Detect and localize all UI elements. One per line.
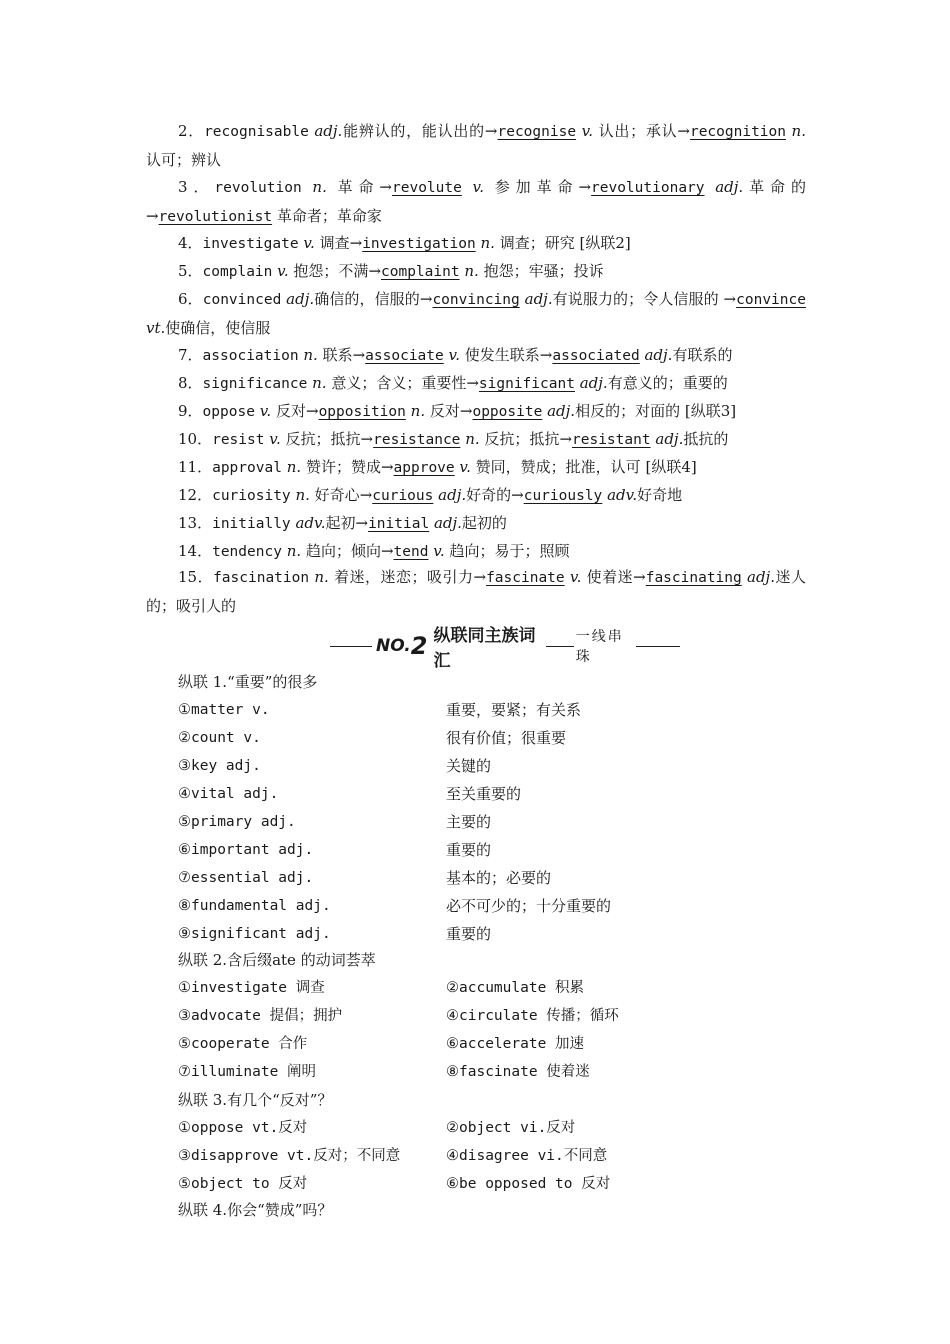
vocab-term: ④vital adj. (178, 786, 279, 802)
banner-no-label: NO. (376, 636, 411, 656)
entry-4: 4．investigate v. 调查→investigation n. 调查；研究 [纵联2] (178, 234, 631, 252)
vocab-term: ③key adj. (178, 758, 261, 774)
headword: resist (212, 432, 265, 448)
headword: convinced (202, 292, 282, 308)
meaning: 反抗；抵抗 (484, 430, 560, 448)
vocab-meaning: 关键的 (446, 757, 492, 775)
vocab-meaning: 重要的 (446, 925, 492, 943)
meaning: 趋向；易于；照顾 (449, 542, 570, 560)
headword: investigate (202, 236, 299, 252)
derived-word: opposite (472, 404, 543, 420)
headword: significance (202, 376, 308, 392)
vocab-row (178, 1170, 611, 1198)
derived-word: curious (372, 488, 434, 504)
part-of-speech: v. (433, 542, 445, 560)
meaning: 使着迷 (586, 568, 634, 586)
part-of-speech: adj. (438, 486, 467, 504)
vocab-item: ⑦illuminate 阐明 (178, 1064, 317, 1080)
part-of-speech: v. (259, 402, 272, 420)
part-of-speech: n. (410, 402, 426, 420)
derived-word: investigation (362, 236, 476, 252)
part-of-speech: n. (465, 430, 480, 448)
group-heading: 纵联 2.含后缀ate 的动词荟萃 (178, 951, 376, 969)
derived-word: curiously (523, 488, 603, 504)
derived-word: associate (365, 348, 444, 364)
vocab-row (178, 974, 585, 1002)
entry-2: 2．recognisable adj.能辨认的，能认出的→recognise v. 认出；承认→recognition n. 认可；辨认 (146, 122, 806, 169)
meaning: 认出；承认 (598, 122, 678, 140)
headword: oppose (202, 404, 255, 420)
derived-word: convince (736, 292, 806, 308)
vocab-row (178, 1002, 619, 1030)
vocab-row (178, 920, 492, 948)
part-of-speech: n. (295, 486, 310, 504)
meaning: 趋向；倾向 (305, 542, 381, 560)
entry-number: 7． (178, 346, 203, 364)
part-of-speech: v. (472, 178, 485, 196)
entry-number: 9． (178, 402, 203, 420)
vocab-row (178, 1058, 590, 1086)
meaning: 迷人的；吸引人的 (146, 568, 806, 615)
meaning: 调查 (319, 234, 350, 252)
part-of-speech: adj. (747, 568, 775, 586)
meaning: 革命者；革命家 (276, 206, 382, 225)
meaning: 参加革命 (494, 178, 579, 196)
entry-5: 5．complain v. 抱怨；不满→complaint n. 抱怨；牢骚；投诉 (178, 262, 604, 280)
part-of-speech: adj. (433, 514, 462, 532)
part-of-speech: adv. (295, 514, 326, 532)
headword: recognisable (204, 124, 309, 140)
meaning: 反抗；抵抗 (285, 430, 361, 448)
derived-word: revolutionist (158, 208, 273, 225)
cross-reference-tag: [纵联3] (684, 402, 737, 420)
vocab-term: ⑥important adj. (178, 842, 314, 858)
part-of-speech: v. (448, 346, 460, 364)
vocab-row (178, 696, 582, 724)
entry-12: 12．curiosity n. 好奇心→curious adj.好奇的→curiously adv.好奇地 (178, 486, 683, 504)
banner-rule-right (636, 646, 680, 647)
vocab-item: ⑥be opposed to 反对 (446, 1176, 611, 1192)
entry-13: 13．initially adv.起初→initial adj.起初的 (178, 514, 507, 532)
vocab-row (178, 836, 492, 864)
meaning: 相反的；对面的 (575, 402, 681, 420)
part-of-speech: n. (286, 542, 302, 560)
entry-9: 9．oppose v. 反对→opposition n. 反对→opposite adj.相反的；对面的 [纵联3] (178, 402, 737, 420)
part-of-speech: adj. (644, 346, 673, 364)
vocab-term: ⑧fundamental adj. (178, 898, 331, 914)
entry-number: 3． (178, 178, 215, 196)
part-of-speech: adj. (547, 402, 576, 420)
derived-word: revolute (392, 180, 462, 196)
vocab-item: ⑧fascinate 使着迷 (446, 1064, 590, 1080)
vocab-item: ①investigate 调查 (178, 980, 325, 996)
cross-reference-tag: [纵联2] (579, 234, 631, 252)
part-of-speech: vt. (146, 318, 166, 337)
vocab-row (178, 808, 492, 836)
derived-word: resistant (572, 432, 651, 448)
meaning: 使确信，使信服 (165, 318, 271, 337)
derived-word: opposition (318, 404, 406, 420)
entry-8: 8．significance n. 意义；含义；重要性→significant adj.有意义的；重要的 (178, 374, 728, 392)
entry-number: 4． (178, 234, 203, 252)
entry-number: 2． (178, 122, 205, 140)
headword: association (202, 348, 299, 364)
vocab-term: ①matter v. (178, 702, 270, 718)
part-of-speech: n. (480, 234, 495, 252)
part-of-speech: n. (464, 262, 479, 280)
part-of-speech: adj. (314, 122, 343, 140)
derived-word: tend (393, 544, 429, 560)
entry-number: 8． (178, 374, 203, 392)
vocab-meaning: 至关重要的 (446, 785, 522, 803)
entry-15: 15．fascination n. 着迷，迷恋；吸引力→fascinate v. 使着迷→fascinating adj.迷人的；吸引人的 (146, 568, 806, 615)
part-of-speech: adj. (286, 290, 315, 308)
entry-number: 6． (178, 290, 203, 308)
entry-number: 12． (178, 486, 213, 504)
vocab-item: ③advocate 提倡；拥护 (178, 1008, 343, 1024)
vocab-item: ③disapprove vt.反对；不同意 (178, 1148, 401, 1164)
vocab-term: ②count v. (178, 730, 261, 746)
derived-word: fascinating (645, 570, 742, 586)
vocab-item: ⑥accelerate 加速 (446, 1036, 585, 1052)
vocab-term: ⑨significant adj. (178, 926, 331, 942)
meaning: 起初 (325, 514, 356, 532)
section-banner (330, 626, 680, 671)
derived-word: complaint (381, 264, 460, 280)
derived-word: revolutionary (591, 180, 705, 196)
meaning: 赞许；赞成 (305, 458, 381, 476)
vocab-row (178, 892, 612, 920)
vocab-row (178, 1142, 608, 1170)
meaning: 使发生联系 (464, 346, 540, 364)
vocab-row (178, 780, 522, 808)
vocab-meaning: 重要，要紧；有关系 (446, 701, 582, 719)
vocab-meaning: 很有价值；很重要 (446, 729, 567, 747)
banner-rule-left (330, 646, 372, 647)
meaning: 赞同，赞成；批准，认可 (475, 458, 641, 476)
derived-word: recognition (689, 124, 786, 140)
derived-word: initial (368, 516, 430, 532)
entry-6: 6．convinced adj.确信的，信服的→convincing adj.有说服力的；令人信服的 →convince vt.使确信，使信服 (146, 290, 806, 337)
meaning: 好奇的 (466, 486, 512, 504)
part-of-speech: adj. (524, 290, 553, 308)
headword: initially (212, 516, 291, 532)
part-of-speech: n. (303, 346, 318, 364)
vocab-item: ②object vi.反对 (446, 1120, 576, 1136)
part-of-speech: v. (459, 458, 471, 476)
part-of-speech: adj. (579, 374, 608, 392)
meaning: 有联系的 (672, 346, 733, 364)
entry-number: 5． (178, 262, 203, 280)
meaning: 反对 (275, 402, 306, 420)
entry-number: 11． (178, 458, 213, 476)
vocab-meaning: 主要的 (446, 813, 492, 831)
headword: approval (212, 460, 282, 476)
meaning: 好奇地 (637, 486, 683, 504)
vocab-row (178, 1114, 576, 1142)
meaning: 抵抗的 (683, 430, 729, 448)
headword: curiosity (212, 488, 291, 504)
entry-10: 10．resist v. 反抗；抵抗→resistance n. 反抗；抵抗→resistant adj.抵抗的 (178, 430, 729, 448)
part-of-speech: n. (286, 458, 302, 476)
banner-subtitle: 一线串珠 (575, 629, 624, 665)
derived-word: resistance (373, 432, 461, 448)
vocab-item: ②accumulate 积累 (446, 980, 585, 996)
derived-word: convincing (432, 292, 520, 308)
vocab-meaning: 重要的 (446, 841, 492, 859)
meaning: 能辨认的，能认出的 (342, 122, 485, 140)
entry-number: 10． (178, 430, 213, 448)
entry-number: 15． (178, 568, 214, 586)
derived-word: fascinate (486, 570, 565, 586)
banner-rule-middle (546, 646, 574, 647)
vocab-item: ①oppose vt.反对 (178, 1120, 308, 1136)
meaning: 抱怨；不满 (293, 262, 369, 280)
vocab-term: ⑦essential adj. (178, 870, 314, 886)
entry-7: 7．association n. 联系→associate v. 使发生联系→associated adj.有联系的 (178, 346, 733, 364)
meaning: 抱怨；牢骚；投诉 (483, 262, 604, 280)
vocab-row (178, 724, 567, 752)
part-of-speech: adj. (655, 430, 684, 448)
headword: complain (202, 264, 273, 280)
derived-word: associated (552, 348, 640, 364)
part-of-speech: v. (581, 122, 594, 140)
meaning: 确信的，信服的 (314, 290, 420, 308)
entry-14: 14．tendency n. 趋向；倾向→tend v. 趋向；易于；照顾 (178, 542, 570, 560)
meaning: 有意义的；重要的 (607, 374, 728, 392)
banner-title: 纵联同主族词汇 (433, 626, 536, 671)
vocab-row (178, 752, 492, 780)
group-heading: 纵联 1.“重要”的很多 (178, 673, 318, 691)
headword: tendency (212, 544, 282, 560)
headword: fascination (213, 570, 310, 586)
meaning: 起初的 (461, 514, 507, 532)
group-heading: 纵联 3.有几个“反对”？ (178, 1091, 333, 1109)
part-of-speech: n. (791, 122, 806, 140)
vocab-term: ⑤primary adj. (178, 814, 296, 830)
part-of-speech: n. (312, 374, 327, 392)
part-of-speech: v. (569, 568, 582, 586)
vocab-meaning: 基本的；必要的 (446, 869, 552, 887)
entry-11: 11．approval n. 赞许；赞成→approve v. 赞同，赞成；批准，认可 [纵联4] (178, 458, 697, 476)
vocab-item: ④disagree vi.不同意 (446, 1148, 608, 1164)
part-of-speech: v. (303, 234, 315, 252)
part-of-speech: adv. (607, 486, 638, 504)
part-of-speech: n. (312, 178, 327, 196)
entry-number: 14． (178, 542, 213, 560)
meaning: 有说服力的；令人信服的 (552, 290, 719, 308)
meaning: 联系 (322, 346, 353, 364)
meaning: 反对 (429, 402, 460, 420)
cross-reference-tag: [纵联4] (645, 458, 697, 476)
group-heading: 纵联 4.你会“赞成”吗？ (178, 1201, 333, 1219)
entry-number: 13． (178, 514, 213, 532)
meaning: 革命 (337, 178, 380, 196)
derived-word: approve (393, 460, 455, 476)
meaning: 调查；研究 (499, 234, 575, 252)
part-of-speech: n. (314, 568, 329, 586)
vocab-item: ⑤object to 反对 (178, 1176, 308, 1192)
part-of-speech: adj. (715, 178, 744, 196)
meaning: 认可；辨认 (146, 150, 222, 169)
headword: revolution (214, 180, 302, 196)
vocab-item: ⑤cooperate 合作 (178, 1036, 308, 1052)
banner-number: 2 (410, 632, 428, 660)
vocab-meaning: 必不可少的；十分重要的 (446, 897, 612, 915)
meaning: 着迷，迷恋；吸引力 (334, 568, 474, 586)
derived-word: recognise (497, 124, 577, 140)
vocab-row (178, 1030, 585, 1058)
part-of-speech: v. (277, 262, 289, 280)
derived-word: significant (478, 376, 575, 392)
entry-3: 3．revolution n. 革命→revolute v. 参加革命→revolutionary adj.革命的 →revolutionist 革命者；革命家 (146, 178, 806, 225)
vocab-item: ④circulate 传播；循环 (446, 1008, 619, 1024)
part-of-speech: v. (269, 430, 281, 448)
meaning: 意义；含义；重要性 (331, 374, 467, 392)
meaning: 革命的 (743, 178, 806, 196)
vocab-row (178, 864, 552, 892)
meaning: 好奇心 (314, 486, 360, 504)
